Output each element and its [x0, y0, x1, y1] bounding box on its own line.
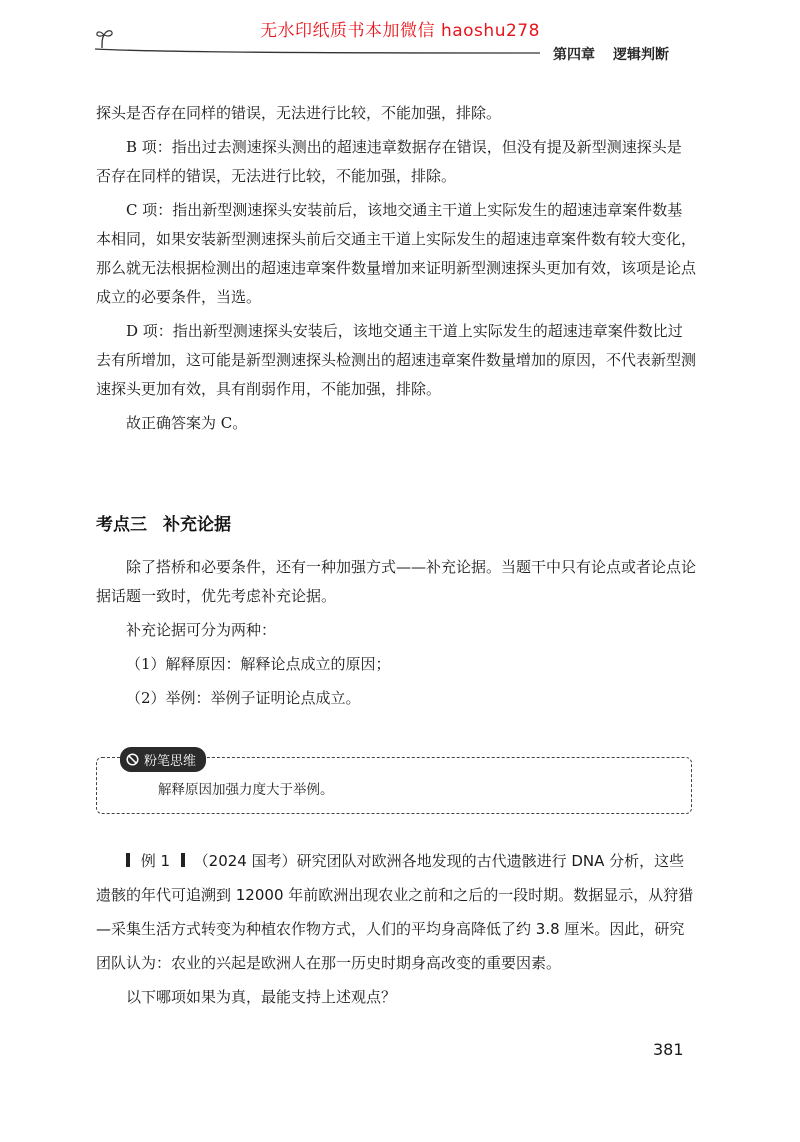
example-marker-left: [126, 853, 130, 867]
paragraph: 除了搭桥和必要条件，还有一种加强方式——补充论据。当题干中只有论点或者论点论据话题一致时，优先考虑补充论据。: [96, 558, 697, 605]
option-d-analysis: D 项：指出新型测速探头安装后，该地交通主干道上实际发生的超速违章案件数比过去有所增加，这可能是新型测速探头检测出的超速违章案件数量增加的原因，不代表新型测速探头更加有效，具有削弱作用，不能加强，排除。: [96, 322, 697, 398]
section-label: 考点三: [96, 515, 147, 535]
tip-label-text: 粉笔思维: [144, 754, 197, 769]
section-title: 补充论据: [163, 515, 231, 535]
prohibited-icon: [126, 753, 139, 766]
chapter-header: [553, 44, 669, 64]
answer-conclusion: 故正确答案为 C。: [126, 414, 248, 432]
list-item: （1）解释原因：解释论点成立的原因；: [126, 655, 391, 673]
tip-text: 解释原因加强力度大于举例。: [158, 782, 334, 798]
chapter-label: 第四章: [553, 47, 595, 63]
option-c-analysis: C 项：指出新型测速探头安装前后，该地交通主干道上实际发生的超速违章案件数基本相同，如果安装新型测速探头前后交通主干道上实际发生的超速违章案件数有较大变化，那么就无法根据检测出的超速违章案件数量增加来证明新型测速探头更加有效，该项是论点成立的必要条件，当选。: [96, 201, 697, 306]
page-number: 381: [653, 1040, 684, 1059]
paragraph: 探头是否存在同样的错误，无法进行比较，不能加强，排除。: [96, 104, 502, 122]
watermark: 无水印纸质书本加微信 haoshu278: [260, 21, 540, 41]
example-marker-right: [181, 853, 185, 867]
answer-analysis: [96, 99, 696, 438]
section-heading: [96, 510, 231, 535]
list-item: （2）举例：举例子证明论点成立。: [126, 689, 361, 707]
example-question: [96, 844, 696, 1014]
tip-label: [120, 747, 206, 772]
example-label: 例 1: [140, 852, 171, 870]
example-paragraph: [96, 844, 696, 980]
section-body: [96, 553, 696, 713]
header-rule: [95, 37, 540, 57]
chapter-title: 逻辑判断: [613, 47, 669, 63]
paragraph: 补充论据可分为两种：: [126, 621, 277, 639]
example-text: （2024 国考）研究团队对欧洲各地发现的古代遗骸进行 DNA 分析，这些遗骸的年代可追溯到 12000 年前欧洲出现农业之前和之后的一段时期。数据显示，从狩猎—采集生活方式转变为种植农作物方式，人们的平均身高降低了约 3.8 厘米。因此，研究团队认为：农业的兴起是欧洲人在那一历史时期身高改变的重要因素。: [96, 852, 694, 972]
option-b-analysis: B 项：指出过去测速探头测出的超速违章数据存在错误，但没有提及新型测速探头是否存在同样的错误，无法进行比较，不能加强，排除。: [96, 138, 682, 185]
example-question-prompt: 以下哪项如果为真，最能支持上述观点？: [126, 988, 397, 1006]
